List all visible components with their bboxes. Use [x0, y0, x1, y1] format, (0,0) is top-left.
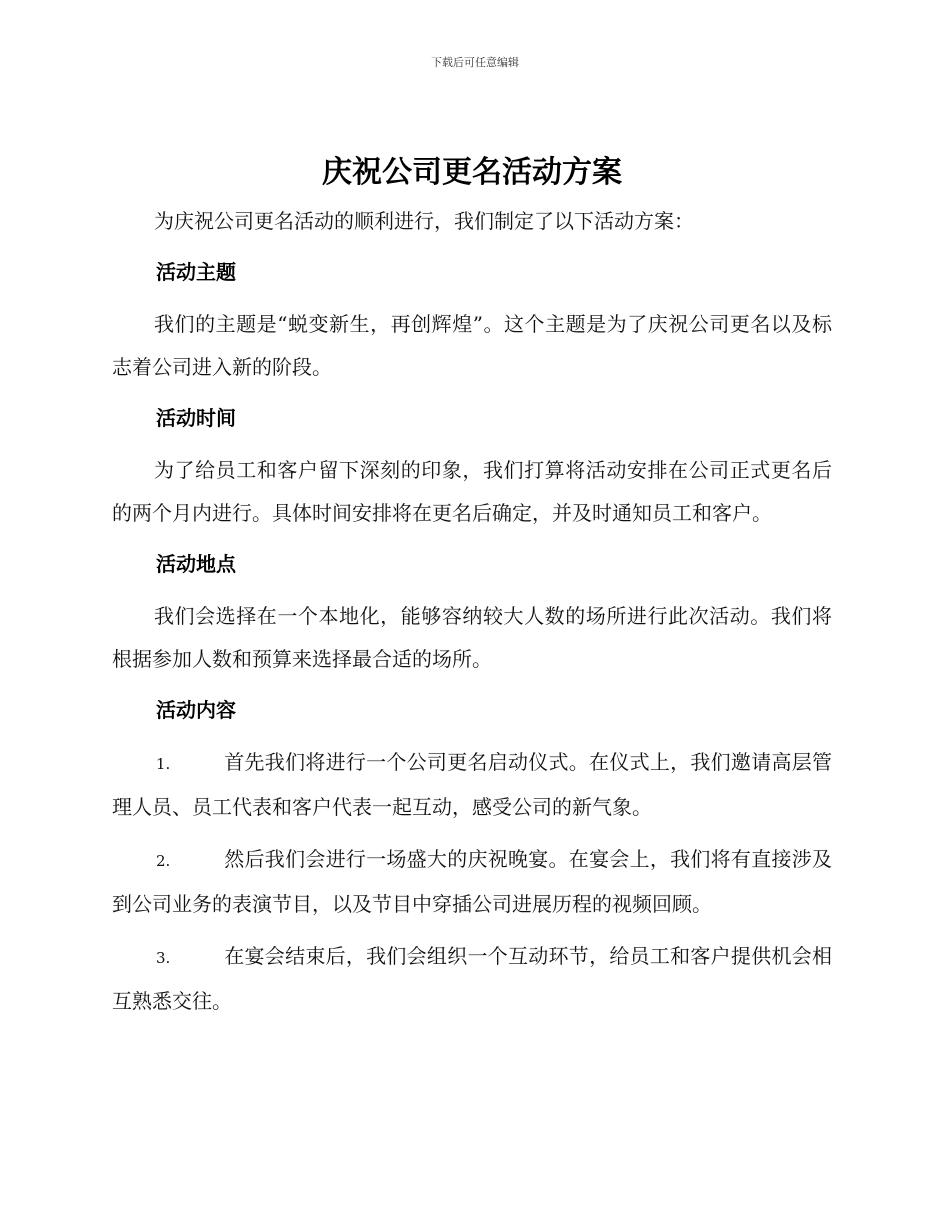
- list-item: [112, 838, 832, 926]
- page-header: 下载后可任意编辑: [431, 56, 519, 69]
- list-item: [112, 935, 832, 1023]
- section-heading-location: 活动地点: [156, 552, 236, 576]
- list-item-text: 首先我们将进行一个公司更名启动仪式。在仪式上，我们邀请高层管理人员、员工代表和客户代表一起互动，感受公司的新气象。: [112, 750, 832, 819]
- list-item-number: 3.: [156, 949, 171, 967]
- section-text-theme: 我们的主题是“蜕变新生，再创辉煌”。这个主题是为了庆祝公司更名以及标志着公司进入新的阶段。: [112, 312, 832, 379]
- document-title: 庆祝公司更名活动方案: [322, 155, 622, 190]
- list-item-number: 1.: [156, 755, 171, 773]
- section-heading-time: 活动时间: [156, 406, 236, 430]
- section-text-location: 我们会选择在一个本地化，能够容纳较大人数的场所进行此次活动。我们将根据参加人数和预算来选择最合适的场所。: [112, 604, 832, 671]
- section-text-time: 为了给员工和客户留下深刻的印象，我们打算将活动安排在公司正式更名后的两个月内进行。具体时间安排将在更名后确定，并及时通知员工和客户。: [112, 458, 832, 525]
- intro-paragraph: 为庆祝公司更名活动的顺利进行，我们制定了以下活动方案：: [154, 209, 694, 233]
- document-body: [112, 148, 832, 1032]
- section-heading-content: 活动内容: [156, 698, 236, 722]
- list-item-text: 在宴会结束后，我们会组织一个互动环节，给员工和客户提供机会相互熟悉交往。: [112, 944, 832, 1013]
- list-item: [112, 741, 832, 829]
- list-item-text: 然后我们会进行一场盛大的庆祝晚宴。在宴会上，我们将有直接涉及到公司业务的表演节目，以及节目中穿插公司进展历程的视频回顾。: [112, 847, 832, 916]
- list-item-number: 2.: [156, 852, 171, 870]
- section-heading-theme: 活动主题: [156, 260, 236, 284]
